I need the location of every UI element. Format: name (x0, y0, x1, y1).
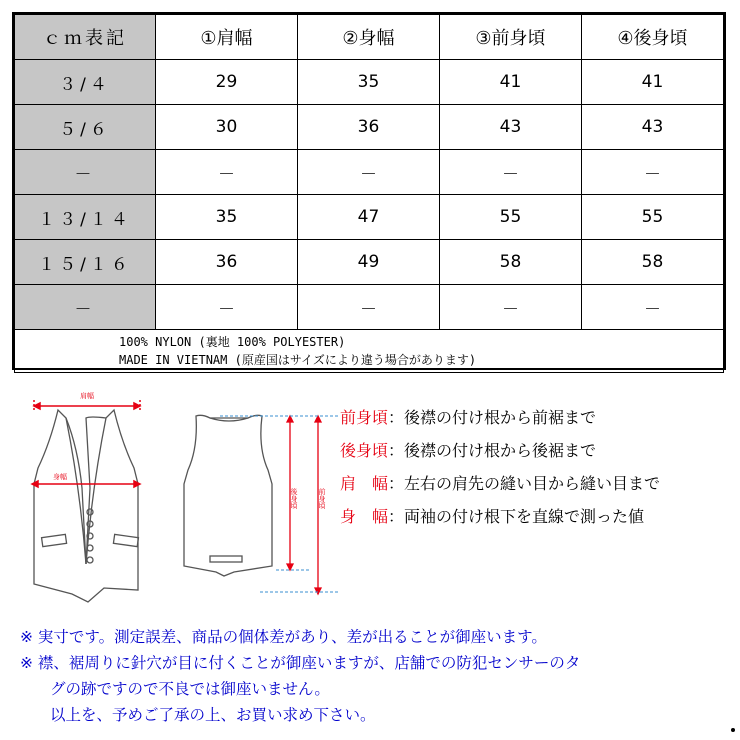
table-row (15, 105, 724, 150)
size-label: － (15, 150, 156, 195)
table-cell: 36 (156, 240, 298, 285)
size-label: １５/１６ (15, 240, 156, 285)
note-line: グの跡ですので不良では御座いません。 (50, 680, 330, 698)
legend-desc: ：後襟の付け根から後裾まで (388, 441, 597, 460)
table-cell: 55 (440, 195, 582, 240)
legend-front-length (340, 400, 740, 433)
legend-term: 肩 幅 (340, 474, 389, 493)
table-cell: － (582, 150, 724, 195)
table-cell: － (156, 285, 298, 330)
table-cell: 58 (440, 240, 582, 285)
vest-diagram (20, 388, 340, 604)
header-body-width: ②身幅 (298, 15, 440, 60)
material-row (15, 330, 724, 373)
header-back-length: ④後身頃 (582, 15, 724, 60)
header-shoulder: ①肩幅 (156, 15, 298, 60)
table-row (15, 195, 724, 240)
table-cell: 29 (156, 60, 298, 105)
table-cell: 55 (582, 195, 724, 240)
measurement-legend (340, 400, 740, 532)
header-front-length: ③前身頃 (440, 15, 582, 60)
size-label: ３/４ (15, 60, 156, 105)
table-cell: － (298, 150, 440, 195)
vest-back (184, 415, 272, 576)
shoulder-measure (34, 400, 140, 412)
header-row (15, 15, 724, 60)
table-cell: 47 (298, 195, 440, 240)
header-size-label: ｃｍ表記 (15, 15, 156, 60)
corner-dot (731, 728, 735, 732)
shoulder-label: 肩幅 (80, 392, 94, 400)
legend-desc: ：後襟の付け根から前裾まで (388, 408, 597, 427)
table-cell: － (298, 285, 440, 330)
table-cell: 41 (582, 60, 724, 105)
size-label: － (15, 285, 156, 330)
legend-shoulder (340, 466, 740, 499)
table-row (15, 285, 724, 330)
material-line: 100% NYLON (裏地 100% POLYESTER) (119, 335, 346, 349)
legend-term: 前身頃 (340, 408, 389, 427)
table-row (15, 150, 724, 195)
note-line: ※ 実寸です。測定誤差、商品の個体差があり、差が出ることが御座います。 (20, 628, 547, 646)
table-cell: － (156, 150, 298, 195)
legend-term: 身 幅 (340, 507, 389, 526)
disclaimer-notes (20, 624, 735, 728)
material-note (15, 330, 724, 373)
legend-desc: ：左右の肩先の縫い目から縫い目まで (388, 474, 661, 493)
table-cell: 41 (440, 60, 582, 105)
table-cell: － (440, 150, 582, 195)
size-chart (14, 14, 724, 373)
body-width-measure (32, 481, 140, 487)
vest-front (34, 410, 138, 602)
origin-line: MADE IN VIETNAM (原産国はサイズにより違う場合があります) (119, 353, 477, 367)
size-table (12, 12, 726, 370)
table-row (15, 240, 724, 285)
table-cell: 49 (298, 240, 440, 285)
table-row (15, 60, 724, 105)
note-line: 以上を、予めご了承の上、お買い求め下さい。 (50, 706, 376, 724)
table-cell: 35 (156, 195, 298, 240)
table-cell: 30 (156, 105, 298, 150)
size-label: １３/１４ (15, 195, 156, 240)
legend-body-width (340, 499, 740, 532)
table-cell: － (582, 285, 724, 330)
table-cell: 43 (440, 105, 582, 150)
table-cell: － (440, 285, 582, 330)
body-width-label: 身幅 (53, 473, 67, 481)
legend-desc: ：両袖の付け根下を直線で測った値 (388, 507, 645, 526)
size-label: ５/６ (15, 105, 156, 150)
legend-back-length (340, 433, 740, 466)
table-cell: 43 (582, 105, 724, 150)
note-line: ※ 襟、裾周りに針穴が目に付くことが御座いますが、店舗での防犯センサーのタ (20, 654, 581, 672)
back-length-label: 後身頃 (290, 488, 298, 509)
table-cell: 36 (298, 105, 440, 150)
front-length-label: 前身頃 (318, 488, 326, 509)
table-cell: 58 (582, 240, 724, 285)
legend-term: 後身頃 (340, 441, 389, 460)
table-cell: 35 (298, 60, 440, 105)
